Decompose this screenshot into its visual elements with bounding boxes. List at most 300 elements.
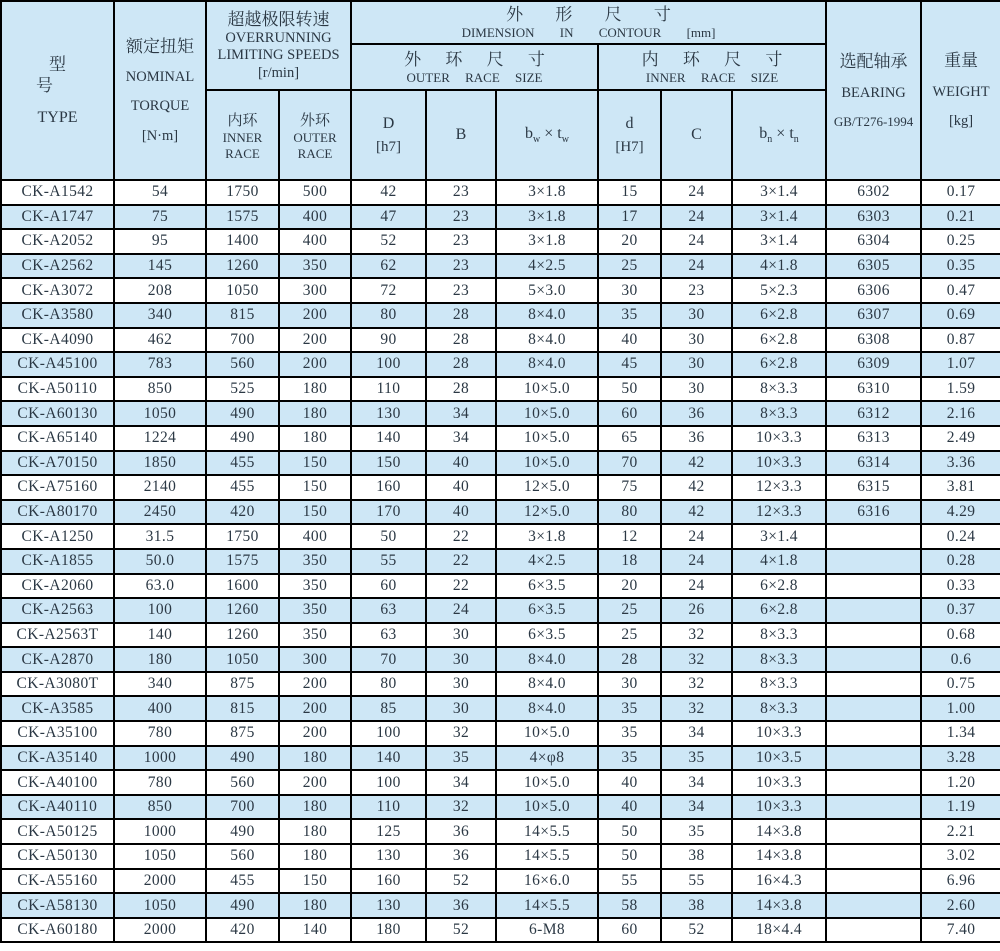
- cell-C: 24: [661, 549, 732, 574]
- cell-weight: 6.96: [921, 869, 1000, 894]
- col-header-bearing-en: BEARING: [841, 84, 906, 101]
- col-header-B: [426, 90, 496, 180]
- col-header-speeds: [206, 1, 351, 90]
- cell-inner_speed: 1400: [206, 229, 279, 254]
- cell-weight: 0.75: [921, 672, 1000, 697]
- cell-inner_speed: 490: [206, 401, 279, 426]
- table-row: [1, 352, 1000, 377]
- cell-bw_tw: 14×5.5: [496, 819, 598, 844]
- col-header-bn-tn: [732, 90, 826, 180]
- cell-bn_tn: 14×3.8: [732, 819, 826, 844]
- cell-d: 58: [598, 893, 661, 918]
- cell-bearing: [826, 647, 921, 672]
- cell-bn_tn: 10×3.3: [732, 721, 826, 746]
- cell-bearing: 6308: [826, 328, 921, 353]
- cell-outer_speed: 300: [279, 647, 351, 672]
- table-row: [1, 918, 1000, 943]
- cell-type: CK-A1542: [1, 180, 114, 205]
- table-row: [1, 574, 1000, 599]
- cell-inner_speed: 1575: [206, 205, 279, 230]
- cell-C: 24: [661, 574, 732, 599]
- cell-B: 23: [426, 254, 496, 279]
- cell-torque: 1850: [114, 451, 206, 476]
- cell-d: 35: [598, 303, 661, 328]
- cell-d: 35: [598, 746, 661, 771]
- cell-type: CK-A2563: [1, 598, 114, 623]
- cell-B: 32: [426, 721, 496, 746]
- cell-bearing: [826, 549, 921, 574]
- cell-weight: 0.33: [921, 574, 1000, 599]
- cell-inner_speed: 700: [206, 795, 279, 820]
- cell-bw_tw: 4×φ8: [496, 746, 598, 771]
- cell-C: 32: [661, 647, 732, 672]
- cell-D: 42: [351, 180, 426, 205]
- cell-bn_tn: 8×3.3: [732, 377, 826, 402]
- cell-torque: 1050: [114, 844, 206, 869]
- cell-d: 70: [598, 451, 661, 476]
- cell-bw_tw: 8×4.0: [496, 696, 598, 721]
- cell-bn_tn: 10×3.3: [732, 426, 826, 451]
- cell-type: CK-A1250: [1, 524, 114, 549]
- cell-d: 18: [598, 549, 661, 574]
- cell-C: 24: [661, 229, 732, 254]
- cell-type: CK-A4090: [1, 328, 114, 353]
- cell-type: CK-A2563T: [1, 623, 114, 648]
- cell-B: 28: [426, 352, 496, 377]
- col-header-speeds-en2: LIMITING SPEEDS: [217, 47, 340, 64]
- cell-outer_speed: 180: [279, 426, 351, 451]
- cell-torque: 95: [114, 229, 206, 254]
- col-header-C-symbol: C: [691, 126, 702, 143]
- col-header-type-en: TYPE: [37, 109, 78, 127]
- cell-C: 30: [661, 328, 732, 353]
- col-header-speed-inner-race: [206, 90, 279, 180]
- cell-type: CK-A70150: [1, 451, 114, 476]
- cell-C: 52: [661, 918, 732, 943]
- cell-torque: 462: [114, 328, 206, 353]
- cell-weight: 1.00: [921, 696, 1000, 721]
- cell-d: 20: [598, 574, 661, 599]
- table-row: [1, 696, 1000, 721]
- cell-inner_speed: 1575: [206, 549, 279, 574]
- cell-bearing: [826, 795, 921, 820]
- cell-d: 50: [598, 377, 661, 402]
- cell-bn_tn: 8×3.3: [732, 672, 826, 697]
- cell-bw_tw: 14×5.5: [496, 893, 598, 918]
- cell-d: 40: [598, 770, 661, 795]
- cell-bearing: 6306: [826, 278, 921, 303]
- cell-B: 32: [426, 795, 496, 820]
- cell-torque: 340: [114, 303, 206, 328]
- table-row: [1, 451, 1000, 476]
- cell-torque: 1224: [114, 426, 206, 451]
- cell-bn_tn: 8×3.3: [732, 623, 826, 648]
- col-header-B-symbol: B: [455, 126, 467, 143]
- cell-B: 23: [426, 229, 496, 254]
- cell-bw_tw: 16×6.0: [496, 869, 598, 894]
- table-row: [1, 549, 1000, 574]
- cell-B: 34: [426, 770, 496, 795]
- cell-bn_tn: 14×3.8: [732, 893, 826, 918]
- cell-type: CK-A58130: [1, 893, 114, 918]
- cell-D: 63: [351, 623, 426, 648]
- cell-outer_speed: 150: [279, 475, 351, 500]
- cell-C: 26: [661, 598, 732, 623]
- cell-bw_tw: 10×5.0: [496, 401, 598, 426]
- cell-outer_speed: 300: [279, 278, 351, 303]
- cell-outer_speed: 180: [279, 819, 351, 844]
- col-header-type: [1, 1, 114, 180]
- col-header-outer-race-size: [351, 44, 598, 90]
- cell-inner_speed: 490: [206, 893, 279, 918]
- cell-bn_tn: 6×2.8: [732, 574, 826, 599]
- cell-C: 34: [661, 770, 732, 795]
- cell-weight: 1.20: [921, 770, 1000, 795]
- cell-bn_tn: 10×3.3: [732, 770, 826, 795]
- cell-bearing: 6316: [826, 500, 921, 525]
- cell-bearing: [826, 819, 921, 844]
- cell-type: CK-A3072: [1, 278, 114, 303]
- cell-B: 52: [426, 869, 496, 894]
- cell-bearing: 6305: [826, 254, 921, 279]
- cell-B: 36: [426, 893, 496, 918]
- cell-weight: 0.37: [921, 598, 1000, 623]
- cell-bw_tw: 3×1.8: [496, 524, 598, 549]
- cell-type: CK-A2870: [1, 647, 114, 672]
- cell-d: 35: [598, 721, 661, 746]
- cell-weight: 1.59: [921, 377, 1000, 402]
- cell-D: 90: [351, 328, 426, 353]
- cell-torque: 54: [114, 180, 206, 205]
- cell-torque: 1000: [114, 746, 206, 771]
- cell-bn_tn: 6×2.8: [732, 598, 826, 623]
- cell-inner_speed: 490: [206, 819, 279, 844]
- cell-outer_speed: 200: [279, 696, 351, 721]
- cell-outer_speed: 200: [279, 721, 351, 746]
- col-header-weight: [921, 1, 1000, 180]
- cell-weight: 0.25: [921, 229, 1000, 254]
- cell-bearing: [826, 574, 921, 599]
- cell-D: 160: [351, 475, 426, 500]
- cell-D: 50: [351, 524, 426, 549]
- cell-D: 47: [351, 205, 426, 230]
- cell-D: 100: [351, 770, 426, 795]
- cell-outer_speed: 200: [279, 352, 351, 377]
- cell-D: 100: [351, 352, 426, 377]
- cell-bw_tw: 12×5.0: [496, 500, 598, 525]
- cell-C: 23: [661, 278, 732, 303]
- cell-bearing: 6309: [826, 352, 921, 377]
- cell-bearing: [826, 893, 921, 918]
- col-header-torque: [114, 1, 206, 180]
- table-row: [1, 819, 1000, 844]
- cell-D: 160: [351, 869, 426, 894]
- cell-d: 20: [598, 229, 661, 254]
- cell-inner_speed: 1750: [206, 180, 279, 205]
- cell-D: 63: [351, 598, 426, 623]
- cell-bn_tn: 3×1.4: [732, 205, 826, 230]
- cell-bw_tw: 8×4.0: [496, 328, 598, 353]
- col-header-speed-inner-zh: 内环: [227, 112, 258, 129]
- cell-C: 38: [661, 893, 732, 918]
- cell-inner_speed: 420: [206, 500, 279, 525]
- cell-C: 36: [661, 426, 732, 451]
- cell-torque: 100: [114, 598, 206, 623]
- cell-D: 85: [351, 696, 426, 721]
- col-header-weight-zh: 重量: [944, 51, 979, 71]
- cell-bn_tn: 10×3.3: [732, 795, 826, 820]
- cell-inner_speed: 560: [206, 352, 279, 377]
- cell-outer_speed: 140: [279, 918, 351, 943]
- cell-bearing: [826, 598, 921, 623]
- cell-weight: 7.40: [921, 918, 1000, 943]
- table-row: [1, 844, 1000, 869]
- cell-inner_speed: 455: [206, 869, 279, 894]
- cell-C: 36: [661, 401, 732, 426]
- col-header-bearing-zh: 选配轴承: [839, 52, 908, 72]
- cell-C: 30: [661, 377, 732, 402]
- cell-bw_tw: 4×2.5: [496, 549, 598, 574]
- cell-C: 35: [661, 819, 732, 844]
- cell-torque: 208: [114, 278, 206, 303]
- cell-bearing: 6307: [826, 303, 921, 328]
- cell-inner_speed: 875: [206, 721, 279, 746]
- cell-C: 34: [661, 795, 732, 820]
- table-row: [1, 475, 1000, 500]
- cell-weight: 2.49: [921, 426, 1000, 451]
- cell-outer_speed: 350: [279, 623, 351, 648]
- cell-B: 22: [426, 524, 496, 549]
- table-row: [1, 229, 1000, 254]
- cell-weight: 1.34: [921, 721, 1000, 746]
- cell-weight: 0.21: [921, 205, 1000, 230]
- cell-d: 40: [598, 328, 661, 353]
- cell-C: 30: [661, 352, 732, 377]
- cell-B: 30: [426, 647, 496, 672]
- cell-B: 35: [426, 746, 496, 771]
- col-header-dimension: [351, 1, 826, 44]
- col-header-bearing-std: GB/T276-1994: [833, 114, 914, 130]
- cell-inner_speed: 420: [206, 918, 279, 943]
- cell-outer_speed: 350: [279, 254, 351, 279]
- cell-inner_speed: 700: [206, 328, 279, 353]
- cell-D: 62: [351, 254, 426, 279]
- cell-bearing: [826, 746, 921, 771]
- cell-bearing: [826, 770, 921, 795]
- cell-weight: 0.17: [921, 180, 1000, 205]
- table-row: [1, 328, 1000, 353]
- cell-bn_tn: 14×3.8: [732, 844, 826, 869]
- cell-type: CK-A2060: [1, 574, 114, 599]
- col-header-bw-tw: [496, 90, 598, 180]
- cell-D: 130: [351, 401, 426, 426]
- cell-B: 52: [426, 918, 496, 943]
- cell-C: 55: [661, 869, 732, 894]
- cell-inner_speed: 560: [206, 844, 279, 869]
- cell-D: 80: [351, 303, 426, 328]
- cell-type: CK-A2052: [1, 229, 114, 254]
- cell-B: 30: [426, 696, 496, 721]
- col-header-speed-outer-zh: 外环: [300, 112, 331, 129]
- header-row-1: [1, 1, 1000, 44]
- cell-outer_speed: 400: [279, 205, 351, 230]
- cell-D: 125: [351, 819, 426, 844]
- cell-outer_speed: 180: [279, 844, 351, 869]
- cell-weight: 3.28: [921, 746, 1000, 771]
- cell-outer_speed: 150: [279, 869, 351, 894]
- cell-weight: 2.21: [921, 819, 1000, 844]
- cell-B: 28: [426, 303, 496, 328]
- cell-bearing: 6303: [826, 205, 921, 230]
- table-row: [1, 278, 1000, 303]
- cell-B: 22: [426, 574, 496, 599]
- table-row: [1, 205, 1000, 230]
- col-header-type-zh: 型号: [36, 54, 92, 95]
- cell-inner_speed: 1260: [206, 254, 279, 279]
- cell-type: CK-A1855: [1, 549, 114, 574]
- cell-type: CK-A3080T: [1, 672, 114, 697]
- cell-bw_tw: 5×3.0: [496, 278, 598, 303]
- cell-bn_tn: 3×1.4: [732, 180, 826, 205]
- cell-bn_tn: 12×3.3: [732, 475, 826, 500]
- cell-B: 34: [426, 426, 496, 451]
- cell-inner_speed: 455: [206, 475, 279, 500]
- col-header-D-tolerance: [h7]: [376, 138, 402, 155]
- col-header-speeds-zh: 超越极限转速: [227, 9, 330, 29]
- cell-inner_speed: 1050: [206, 647, 279, 672]
- cell-d: 30: [598, 672, 661, 697]
- cell-bw_tw: 3×1.8: [496, 229, 598, 254]
- table-row: [1, 524, 1000, 549]
- cell-bn_tn: 3×1.4: [732, 524, 826, 549]
- cell-d: 12: [598, 524, 661, 549]
- cell-outer_speed: 180: [279, 795, 351, 820]
- cell-d: 25: [598, 598, 661, 623]
- cell-torque: 2140: [114, 475, 206, 500]
- cell-outer_speed: 180: [279, 893, 351, 918]
- cell-bearing: [826, 918, 921, 943]
- cell-outer_speed: 150: [279, 500, 351, 525]
- cell-d: 30: [598, 278, 661, 303]
- cell-outer_speed: 180: [279, 377, 351, 402]
- col-header-inner-race-size-zh: 内 环 尺 寸: [641, 49, 793, 69]
- cell-type: CK-A80170: [1, 500, 114, 525]
- col-header-weight-unit: [kg]: [948, 113, 974, 130]
- cell-C: 42: [661, 451, 732, 476]
- col-header-weight-en: WEIGHT: [932, 83, 990, 100]
- cell-torque: 783: [114, 352, 206, 377]
- cell-torque: 850: [114, 377, 206, 402]
- cell-bn_tn: 10×3.5: [732, 746, 826, 771]
- cell-d: 25: [598, 254, 661, 279]
- table-row: [1, 623, 1000, 648]
- cell-torque: 1050: [114, 893, 206, 918]
- cell-bearing: [826, 696, 921, 721]
- cell-B: 40: [426, 451, 496, 476]
- cell-B: 23: [426, 205, 496, 230]
- table-row: [1, 500, 1000, 525]
- cell-bn_tn: 4×1.8: [732, 549, 826, 574]
- cell-type: CK-A50125: [1, 819, 114, 844]
- cell-D: 55: [351, 549, 426, 574]
- col-header-d-tolerance: [H7]: [615, 138, 644, 155]
- cell-type: CK-A45100: [1, 352, 114, 377]
- cell-outer_speed: 180: [279, 401, 351, 426]
- cell-C: 32: [661, 623, 732, 648]
- cell-B: 34: [426, 401, 496, 426]
- cell-bearing: [826, 844, 921, 869]
- cell-d: 25: [598, 623, 661, 648]
- cell-type: CK-A55160: [1, 869, 114, 894]
- cell-outer_speed: 350: [279, 598, 351, 623]
- cell-B: 23: [426, 278, 496, 303]
- cell-inner_speed: 875: [206, 672, 279, 697]
- col-header-bw-tw-formula: $b_w \times t_w$: [525, 124, 569, 146]
- cell-D: 170: [351, 500, 426, 525]
- col-header-dimension-en: DIMENSION IN CONTOUR [mm]: [461, 25, 716, 41]
- cell-d: 45: [598, 352, 661, 377]
- cell-bw_tw: 3×1.8: [496, 205, 598, 230]
- cell-torque: 63.0: [114, 574, 206, 599]
- cell-type: CK-A40100: [1, 770, 114, 795]
- cell-bearing: 6312: [826, 401, 921, 426]
- table-row: [1, 180, 1000, 205]
- col-header-speed-inner-en1: INNER: [222, 129, 263, 145]
- cell-bearing: 6304: [826, 229, 921, 254]
- cell-bn_tn: 5×2.3: [732, 278, 826, 303]
- cell-bw_tw: 10×5.0: [496, 426, 598, 451]
- col-header-d-symbol: d: [625, 114, 634, 132]
- cell-bearing: [826, 623, 921, 648]
- cell-type: CK-A50110: [1, 377, 114, 402]
- cell-C: 24: [661, 254, 732, 279]
- cell-B: 28: [426, 328, 496, 353]
- cell-D: 150: [351, 451, 426, 476]
- cell-outer_speed: 200: [279, 328, 351, 353]
- cell-outer_speed: 400: [279, 229, 351, 254]
- cell-torque: 400: [114, 696, 206, 721]
- cell-inner_speed: 560: [206, 770, 279, 795]
- cell-D: 52: [351, 229, 426, 254]
- cell-torque: 145: [114, 254, 206, 279]
- cell-bn_tn: 8×3.3: [732, 647, 826, 672]
- cell-D: 110: [351, 795, 426, 820]
- cell-torque: 780: [114, 721, 206, 746]
- col-header-d: [598, 90, 661, 180]
- col-header-torque-en1: NOMINAL: [125, 69, 195, 86]
- col-header-bn-tn-formula: $b_n \times t_n$: [759, 124, 799, 146]
- cell-weight: 0.24: [921, 524, 1000, 549]
- cell-torque: 1000: [114, 819, 206, 844]
- col-header-speeds-en1: OVERRUNNING: [225, 30, 332, 47]
- cell-bearing: [826, 672, 921, 697]
- cell-outer_speed: 350: [279, 549, 351, 574]
- cell-C: 34: [661, 721, 732, 746]
- cell-type: CK-A2562: [1, 254, 114, 279]
- cell-bn_tn: 6×2.8: [732, 328, 826, 353]
- cell-outer_speed: 400: [279, 524, 351, 549]
- cell-d: 60: [598, 401, 661, 426]
- table-row: [1, 672, 1000, 697]
- cell-type: CK-A40110: [1, 795, 114, 820]
- cell-inner_speed: 815: [206, 696, 279, 721]
- cell-outer_speed: 500: [279, 180, 351, 205]
- cell-weight: 2.16: [921, 401, 1000, 426]
- cell-weight: 3.02: [921, 844, 1000, 869]
- cell-outer_speed: 200: [279, 672, 351, 697]
- table-row: [1, 770, 1000, 795]
- cell-bw_tw: 6×3.5: [496, 598, 598, 623]
